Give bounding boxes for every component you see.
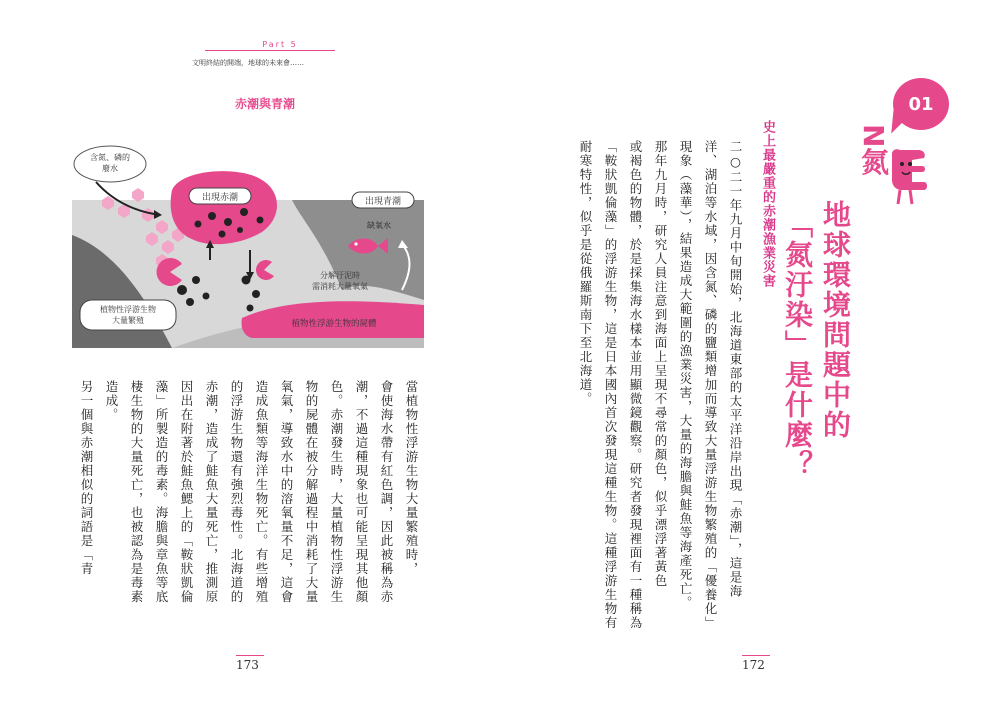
right-folio-rule: [742, 655, 770, 656]
text-line: 物的屍體在被分解過程中消耗了大量: [304, 380, 319, 604]
dead-plankton-label: 植物性浮游生物的屍體: [291, 319, 377, 329]
blue-tide-label: 出現青潮: [364, 197, 402, 207]
text-line: 造成。: [104, 380, 119, 422]
text-line: 二○二一年九月中旬開始，北海道東部的太平洋沿岸出現「赤潮」，這是海: [728, 140, 743, 599]
text-line: 赤潮，造成了鮭魚大量死亡，推測原: [204, 380, 219, 604]
section-subhead: 史上最嚴重的赤潮漁業災害: [760, 120, 775, 288]
part-rule: [205, 50, 335, 51]
text-line: 或褐色的物體，於是採集海水樣本並用顯微鏡觀察。研究者發現裡面有一種稱為: [628, 140, 643, 630]
red-tide-diagram: [72, 140, 424, 348]
title-line-2: 「氮汙染」是什麼？: [781, 210, 814, 480]
waste-label-1: 含氮、磷的: [90, 153, 130, 162]
running-title: 文明終結的開端，地球的未來會……: [192, 59, 304, 67]
anoxic-label: 缺氧水: [367, 221, 391, 230]
text-line: 的浮游生物還有強烈毒性。北海道的: [229, 380, 244, 604]
decomp-label-1: 分解汙泥時: [320, 271, 360, 280]
title-line-1: 地球環境問題中的: [819, 200, 852, 440]
text-line: 潮，不過這種現象也可能呈現其他顏: [354, 380, 369, 604]
red-tide-label: 出現赤潮: [201, 193, 239, 203]
bloom-label-1: 植物性浮游生物: [100, 305, 156, 314]
text-line: 棲生物的大量死亡，也被認為是毒素: [129, 380, 144, 604]
chapter-number: 01: [893, 78, 949, 130]
diagram-title: 赤潮與青潮: [234, 97, 295, 111]
text-line: 耐寒特性，似乎是從俄羅斯南下至北海道。: [578, 140, 593, 406]
text-line: 那年九月時，研究人員注意到海面上呈現不尋常的顏色，似乎漂浮著黃色: [653, 140, 668, 588]
left-page-text: [79, 380, 424, 620]
text-line: 造成魚類等海洋生物死亡。有些增殖: [254, 380, 269, 604]
title-n: N氮: [857, 124, 890, 176]
fish-eye: [354, 242, 357, 245]
right-page-number: 172: [742, 658, 765, 672]
text-line: 另一個與赤潮相似的詞語是「青: [79, 380, 94, 576]
text-line: 色。赤潮發生時，大量植物性浮游生: [329, 380, 344, 604]
text-line: 現象（藻華），結果造成大範圍的漁業災害，大量的海膽與鮭魚等海產死亡。: [678, 140, 693, 610]
text-line: 當植物性浮游生物大量繁殖時，: [404, 380, 419, 576]
text-line: 氧氣，導致水中的溶氧量不足，這會: [279, 380, 294, 604]
mascot-icon: [888, 148, 928, 210]
left-page-number: 173: [236, 658, 259, 672]
waste-label-2: 廢水: [102, 164, 118, 173]
text-line: 「鞍狀凱倫藻」的浮游生物，這是日本國內首次發現這種生物。這種浮游生物有: [603, 140, 618, 630]
decomp-label-2: 需消耗大量氧氣: [312, 282, 368, 291]
text-line: 洋、湖泊等水域，因含氮、磷的鹽類增加而導致大量浮游生物繁殖的「優養化」: [703, 140, 718, 630]
left-folio-rule: [236, 655, 264, 656]
text-line: 會使海水帶有紅色調，因此被稱為赤: [379, 380, 394, 604]
text-line: 因出在附著於鮭魚鰓上的「鞍狀凱倫: [179, 380, 194, 604]
right-page-text: [578, 140, 748, 630]
part-label: Part 5: [262, 40, 298, 49]
text-line: 藻」所製造的毒素。海膽與章魚等底: [154, 380, 169, 604]
bloom-label-2: 大量繁殖: [112, 316, 144, 325]
